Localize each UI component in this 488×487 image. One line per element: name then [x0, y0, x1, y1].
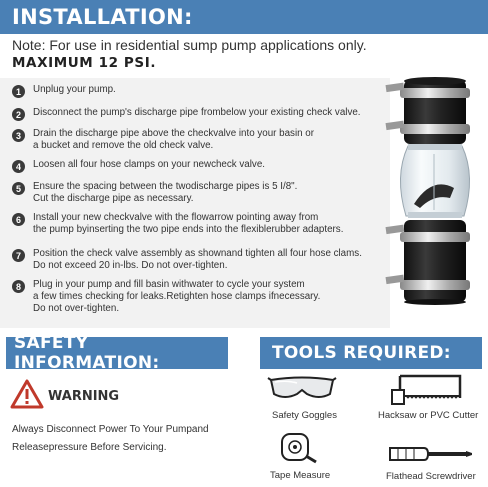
hose-clamp	[400, 88, 470, 98]
warning-triangle-icon	[10, 379, 44, 409]
step-2	[12, 107, 361, 121]
warning-label: WARNING	[48, 389, 120, 404]
tool-label: Hacksaw or PVC Cutter	[378, 410, 479, 421]
installation-banner	[0, 0, 488, 34]
tool-safety-goggles	[266, 374, 338, 424]
step-text: Do not over-tighten.	[33, 303, 120, 314]
usage-note: Note: For use in residential sump pump applications only.	[12, 37, 367, 53]
step-5	[12, 181, 297, 205]
step-number: 6	[12, 213, 25, 226]
warning-text	[12, 421, 209, 457]
step-text: Loosen all four hose clamps on your newcheck valve.	[33, 159, 265, 170]
safety-goggles-icon	[267, 374, 337, 404]
tool-label: Tape Measure	[270, 470, 331, 481]
tools-banner	[260, 337, 482, 369]
hose-clamp	[400, 124, 470, 134]
tool-screwdriver	[382, 440, 482, 484]
step-number: 1	[12, 85, 25, 98]
safety-banner	[6, 333, 228, 373]
step-text: the pump byinserting the two pipe ends into the flexiblerubber adapters.	[33, 224, 344, 235]
hose-clamp	[400, 232, 470, 242]
screwdriver-icon	[388, 444, 474, 464]
step-text: Ensure the spacing between the twodischarge pipes is 5 I/8".	[33, 181, 298, 192]
tool-hacksaw	[378, 372, 482, 424]
step-text: Do not exceed 20 in-lbs. Do not over-tighten.	[33, 260, 228, 271]
clear-valve-body	[400, 146, 469, 216]
tool-tape-measure	[266, 430, 346, 484]
warning-line: Releasepressure Before Servicing.	[12, 442, 167, 453]
step-text: Install your new checkvalve with the flowarrow pointing away from	[33, 212, 319, 223]
step-number: 2	[12, 108, 25, 121]
check-valve-illustration	[384, 76, 484, 306]
step-text: a bucket and remove the old check valve.	[33, 140, 214, 151]
tape-measure-icon	[278, 430, 318, 466]
step-number: 8	[12, 280, 25, 293]
step-7	[12, 248, 362, 272]
step-text: Unplug your pump.	[33, 84, 116, 95]
step-6	[12, 212, 343, 236]
installation-title: INSTALLATION:	[12, 5, 193, 29]
warning-line: Always Disconnect Power To Your Pumpand	[12, 424, 209, 435]
step-text: Disconnect the pump's discharge pipe frombelow your existing check valve.	[33, 107, 361, 118]
step-number: 5	[12, 182, 25, 195]
tool-label: Flathead Screwdriver	[386, 471, 476, 482]
step-text: Drain the discharge pipe above the checkvalve into your basin or	[33, 128, 315, 139]
hose-clamp	[400, 280, 470, 290]
hacksaw-icon	[390, 372, 470, 406]
step-text: Cut the discharge pipe as necessary.	[33, 193, 194, 204]
max-psi-label: MAXIMUM 12 PSI.	[12, 55, 157, 71]
step-8	[12, 279, 320, 315]
tool-label: Safety Goggles	[272, 410, 337, 421]
step-text: a few times checking for leaks.Retighten hose clamps ifnecessary.	[33, 291, 321, 302]
step-text: Plug in your pump and fill basin withwater to cycle your system	[33, 279, 305, 290]
safety-title: SAFETY INFORMATION:	[14, 333, 160, 373]
step-text: Position the check valve assembly as shownand tighten all four hose clams.	[33, 248, 362, 259]
step-4	[12, 159, 265, 173]
step-3	[12, 128, 314, 152]
installation-steps	[0, 78, 390, 328]
step-number: 3	[12, 129, 25, 142]
tools-title: TOOLS REQUIRED:	[272, 343, 451, 363]
step-number: 7	[12, 249, 25, 262]
step-number: 4	[12, 160, 25, 173]
step-1	[12, 84, 116, 98]
